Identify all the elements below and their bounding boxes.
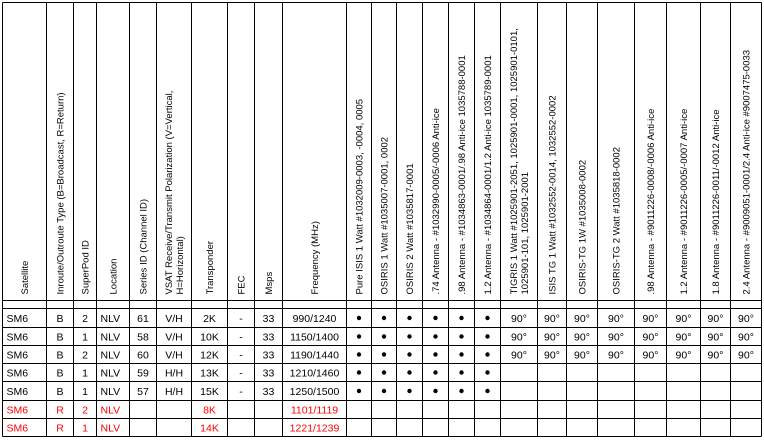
table-cell: - [239, 385, 243, 398]
table-cell: SM6 [6, 331, 29, 344]
table-cell: 90° [675, 331, 692, 344]
table-cell: B [56, 331, 64, 344]
column-header-text: SuperPod ID [80, 240, 92, 295]
table-cell: 1 [82, 385, 88, 398]
table-cell: 1250/1500 [289, 385, 340, 398]
column-header-text: OSIRIS-TG 2 Watt #1035818-0002 [611, 146, 623, 295]
table-cell: 90° [738, 331, 754, 344]
table-cell: 33 [262, 385, 275, 398]
column-header [431, 108, 442, 294]
table-cell: 2 [82, 349, 88, 362]
table-cell: NLV [100, 367, 121, 380]
table-cell: SM6 [6, 385, 29, 398]
table-cell: 33 [262, 349, 275, 362]
check-dot [485, 334, 489, 338]
check-dot [357, 389, 361, 393]
column-header-text: .98 Antenna - #9011226-0008/-0006 Anti-ice [646, 108, 657, 295]
table-cell: 90° [544, 331, 560, 344]
check-dot [459, 316, 463, 320]
table-cell: B [56, 349, 64, 362]
table-cell: H/H [164, 385, 184, 398]
table-cell: 90° [608, 349, 624, 362]
table-cell: R [56, 404, 64, 417]
check-dot [407, 370, 411, 374]
table-cell: SM6 [6, 349, 29, 362]
table-cell: 90° [707, 312, 724, 325]
table-cell: 90° [544, 312, 560, 325]
column-header-text: 2.4 Antenna - #9009051-0001/2.4 Anti-ice #9007475-0033 [741, 49, 753, 295]
column-header [742, 50, 753, 295]
column-header-text: .74 Antenna - #1032990-0005/-0006 Anti-ice [431, 108, 442, 295]
table-cell: 33 [262, 331, 275, 344]
table-cell: 90° [675, 349, 692, 362]
column-header [578, 160, 589, 295]
table-cell: B [56, 385, 64, 398]
check-dot [357, 370, 361, 374]
table-cell: 90° [642, 331, 659, 344]
table-cell: 90° [738, 349, 754, 362]
table-cell: 90° [642, 349, 659, 362]
check-dot [433, 370, 437, 374]
table-cell: 90° [511, 349, 527, 362]
table-cell: 90° [608, 312, 624, 325]
column-header-text: 1.2 Antenna - #1034864-0001/1.2 Anti-ice 1035789-0001 [483, 55, 494, 295]
table-cell: NLV [100, 404, 121, 417]
column-header-text: OSIRIS 2 Watt #1035817-0001 [405, 163, 416, 295]
table-cell: 90° [511, 312, 527, 325]
table-cell: 2 [82, 404, 88, 417]
frequency-table [2, 2, 762, 438]
column-header-text: 1.8 Antenna - #9011226-0011/-0012 Anti-ice [711, 109, 722, 295]
column-header [310, 221, 321, 294]
table-cell: SM6 [6, 367, 29, 380]
table-cell: V/H [165, 312, 183, 325]
check-dot [459, 334, 463, 338]
check-dot [407, 352, 411, 356]
column-header-text: .98 Antenna - #1034863-0001/.98 Anti-ice 1035788-0001 [457, 55, 468, 295]
column-header-text: ISIS TG 1 Watt #1032552-0014, 1032552-0002 [547, 95, 559, 295]
column-header-text: Msps [264, 271, 275, 295]
column-header [81, 240, 92, 295]
check-dot [485, 316, 489, 320]
column-header [548, 95, 559, 294]
table-cell: 1101/1119 [290, 404, 339, 417]
table-cell: 8K [203, 404, 216, 417]
check-dot [433, 389, 437, 393]
table-cell: 1 [82, 331, 88, 344]
table-cell: NLV [100, 422, 121, 435]
table-cell: 61 [137, 312, 149, 325]
table-cell: NLV [100, 385, 121, 398]
column-header-text: 1.2 Antenna - #9011226-0005/-0007 Anti-ice [679, 108, 690, 295]
table-cell: - [239, 367, 243, 380]
column-header [20, 261, 31, 295]
table-cell: 90° [707, 349, 724, 362]
table-cell: 90° [675, 312, 692, 325]
table-cell: V/H [165, 349, 183, 362]
column-header-text: Satellite [20, 260, 31, 295]
check-dot [382, 334, 386, 338]
table-cell: 57 [137, 385, 149, 398]
table-cell: 1150/1400 [290, 331, 339, 344]
check-dot [433, 352, 437, 356]
check-dot [485, 389, 489, 393]
column-header [205, 241, 216, 295]
column-header [509, 28, 531, 294]
check-dot [407, 316, 411, 320]
column-header [355, 99, 366, 295]
column-header [380, 137, 391, 295]
column-header-text: Series ID (Channel ID) [138, 198, 150, 295]
column-header [164, 91, 186, 295]
table-cell: SM6 [6, 312, 29, 325]
table-cell: 15K [200, 385, 219, 398]
table-cell: SM6 [6, 422, 29, 435]
table-cell: 1 [82, 367, 88, 380]
column-header [405, 163, 416, 294]
table-cell: 90° [642, 312, 659, 325]
table-cell: 1190/1440 [290, 349, 339, 362]
table-cell: 33 [262, 367, 275, 380]
table-cell: NLV [100, 349, 121, 362]
check-dot [459, 370, 463, 374]
check-dot [382, 352, 386, 356]
column-header [612, 147, 623, 295]
column-header [646, 109, 657, 295]
table-cell: SM6 [6, 404, 29, 417]
column-header [109, 259, 120, 295]
table-cell: 1221/1239 [289, 422, 340, 435]
check-dot [433, 316, 437, 320]
column-header-text: 1025901-101, 1025901-2001 [520, 171, 531, 295]
table-cell: 90° [738, 312, 754, 325]
table-cell: V/H [165, 331, 183, 344]
table-cell: 60 [137, 349, 149, 362]
table-cell: B [56, 367, 64, 380]
check-dot [357, 334, 361, 338]
column-header-text: Frequency (MHz) [310, 221, 321, 295]
column-header [237, 275, 248, 294]
check-dot [407, 389, 411, 393]
table-cell: 90° [574, 312, 590, 325]
column-header-text: Transponder [205, 240, 216, 295]
column-header-text: FEC [236, 275, 248, 295]
table-cell: 90° [707, 331, 724, 344]
column-header [264, 272, 275, 295]
table-cell: 90° [511, 331, 527, 344]
check-dot [357, 316, 361, 320]
table-cell: 59 [137, 367, 149, 380]
check-dot [407, 334, 411, 338]
check-dot [382, 370, 386, 374]
table-cell: 1 [82, 422, 88, 435]
check-dot [459, 352, 463, 356]
check-dot [459, 389, 463, 393]
column-header [679, 109, 690, 295]
table-cell: 12K [200, 349, 219, 362]
table-cell: 2 [82, 312, 88, 325]
column-header [483, 55, 494, 294]
column-header-text: TIGRIS 1 Watt #1025901-2051, 1025901-0001, 1025901-0101, [509, 28, 520, 295]
table-cell: NLV [100, 331, 121, 344]
table-cell: 90° [544, 349, 560, 362]
table-cell: 90° [574, 349, 590, 362]
column-header-text: H=Horizontal) [175, 236, 186, 295]
column-header-text: Inroute/Outroute Type (B=Broadcast, R=Return) [55, 92, 67, 295]
column-header-text: OSIRIS 1 Watt #1035007-0001, 0002 [379, 136, 391, 295]
check-dot [357, 352, 361, 356]
check-dot [433, 334, 437, 338]
table-cell: 2K [203, 312, 216, 325]
table-cell: B [56, 312, 64, 325]
table-cell: 58 [137, 331, 149, 344]
table-cell: - [239, 349, 243, 362]
check-dot [485, 370, 489, 374]
check-dot [382, 316, 386, 320]
column-header [711, 109, 722, 294]
column-header-text: VSAT Receive/Transmit Polarization (V=Vertical, [164, 90, 175, 295]
table-cell: 990/1240 [292, 312, 337, 325]
column-header [56, 92, 67, 294]
table-cell: 90° [608, 331, 624, 344]
table-cell: 14K [200, 422, 219, 435]
check-dot [382, 389, 386, 393]
table-cell: - [239, 312, 243, 325]
column-header-text: Pure ISIS 1 Watt #1032009-0003, -0004, 0005 [354, 98, 366, 295]
table-cell: R [56, 422, 64, 435]
table-cell: - [239, 331, 243, 344]
table-cell: 90° [574, 331, 590, 344]
column-header [457, 55, 468, 294]
table-cell: H/H [164, 367, 184, 380]
check-dot [485, 352, 489, 356]
table-cell: 1210/1460 [289, 367, 340, 380]
column-header-text: OSIRIS-TG 1W #1035008-0002 [577, 159, 589, 295]
table-cell: 10K [200, 331, 219, 344]
column-header [139, 199, 150, 295]
table-cell: 13K [200, 367, 219, 380]
column-header-text: Location [108, 258, 120, 295]
table-cell: NLV [100, 312, 121, 325]
table-cell: 33 [262, 312, 275, 325]
